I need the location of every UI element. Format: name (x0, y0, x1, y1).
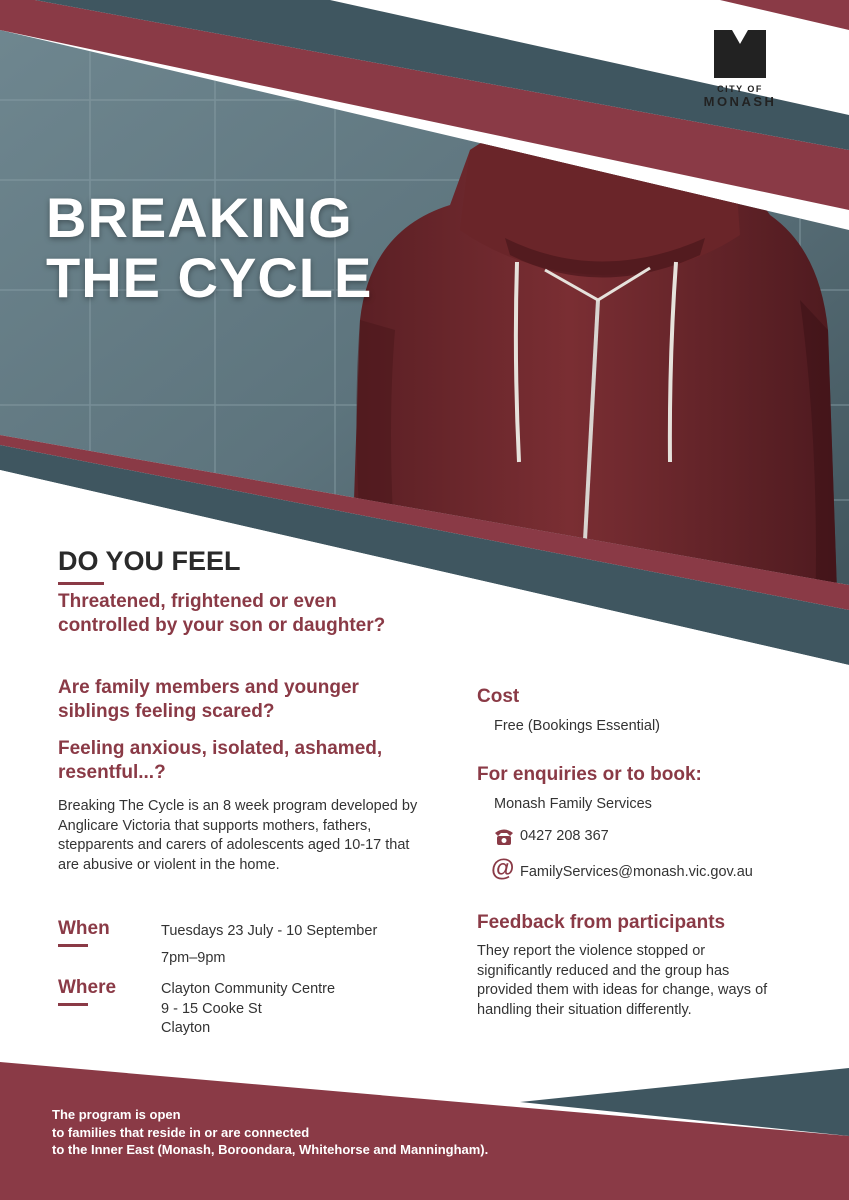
at-sign-icon: @ (491, 855, 515, 882)
email-address[interactable]: FamilyServices@monash.vic.gov.au (520, 864, 753, 880)
corner-band-maroon (720, 0, 849, 30)
question-family-members: Are family members and younger siblings feeling scared? (58, 677, 359, 722)
logo-monash-text: MONASH (703, 94, 777, 109)
when-dates: Tuesdays 23 July - 10 September (161, 923, 378, 939)
cost-heading: Cost (477, 686, 520, 707)
phone-number[interactable]: 0427 208 367 (520, 828, 609, 844)
where-underline (58, 1003, 88, 1006)
question-anxious: Feeling anxious, isolated, ashamed, resentful...? (58, 738, 383, 783)
feedback-text: They report the violence stopped or significantly reduced and the group has provided them with ideas for change, ways of handling their situation differently. (477, 943, 768, 1018)
monash-logo-icon (714, 30, 766, 78)
eligibility-line-2: to families that reside in or are connected (52, 1124, 310, 1140)
where-suburb: Clayton (161, 1020, 211, 1036)
cost-value: Free (Bookings Essential) (494, 718, 661, 734)
city-of-monash-logo (690, 30, 790, 109)
enquiries-heading: For enquiries or to book: (477, 764, 702, 785)
heading-underline (58, 582, 104, 585)
where-label (58, 977, 116, 999)
title-line-1: BREAKING (46, 186, 353, 249)
eligibility-line-1: The program is open (52, 1107, 181, 1122)
when-label-text: When (58, 918, 110, 939)
organisation-name: Monash Family Services (494, 796, 652, 812)
question-threatened: Threatened, frightened or even controlled by your son or daughter? (58, 591, 386, 636)
where-label-text: Where (58, 977, 117, 998)
program-description: Breaking The Cycle is an 8 week program developed by Anglicare Victoria that supports mothers, fathers, stepparents and carers of adolescents aged 10-17 that are abusive or violent in the home. (58, 798, 418, 873)
when-time: 7pm–9pm (161, 950, 226, 966)
page-title (46, 188, 372, 308)
when-label (58, 918, 110, 940)
where-street: 9 - 15 Cooke St (161, 1000, 262, 1017)
logo-city-of-text: CITY OF (717, 84, 763, 94)
feedback-heading: Feedback from participants (477, 912, 726, 933)
when-underline (58, 944, 88, 947)
where-venue: Clayton Community Centre (161, 981, 336, 997)
eligibility-line-3: to the Inner East (Monash, Boroondara, Whitehorse and Manningham). (52, 1142, 489, 1157)
do-you-feel-heading (58, 546, 241, 577)
where-address (161, 980, 335, 1039)
title-line-2: THE CYCLE (46, 246, 373, 309)
do-you-feel-text: DO YOU FEEL (58, 546, 241, 576)
eligibility-note (52, 1106, 488, 1159)
phone-icon (493, 826, 515, 851)
